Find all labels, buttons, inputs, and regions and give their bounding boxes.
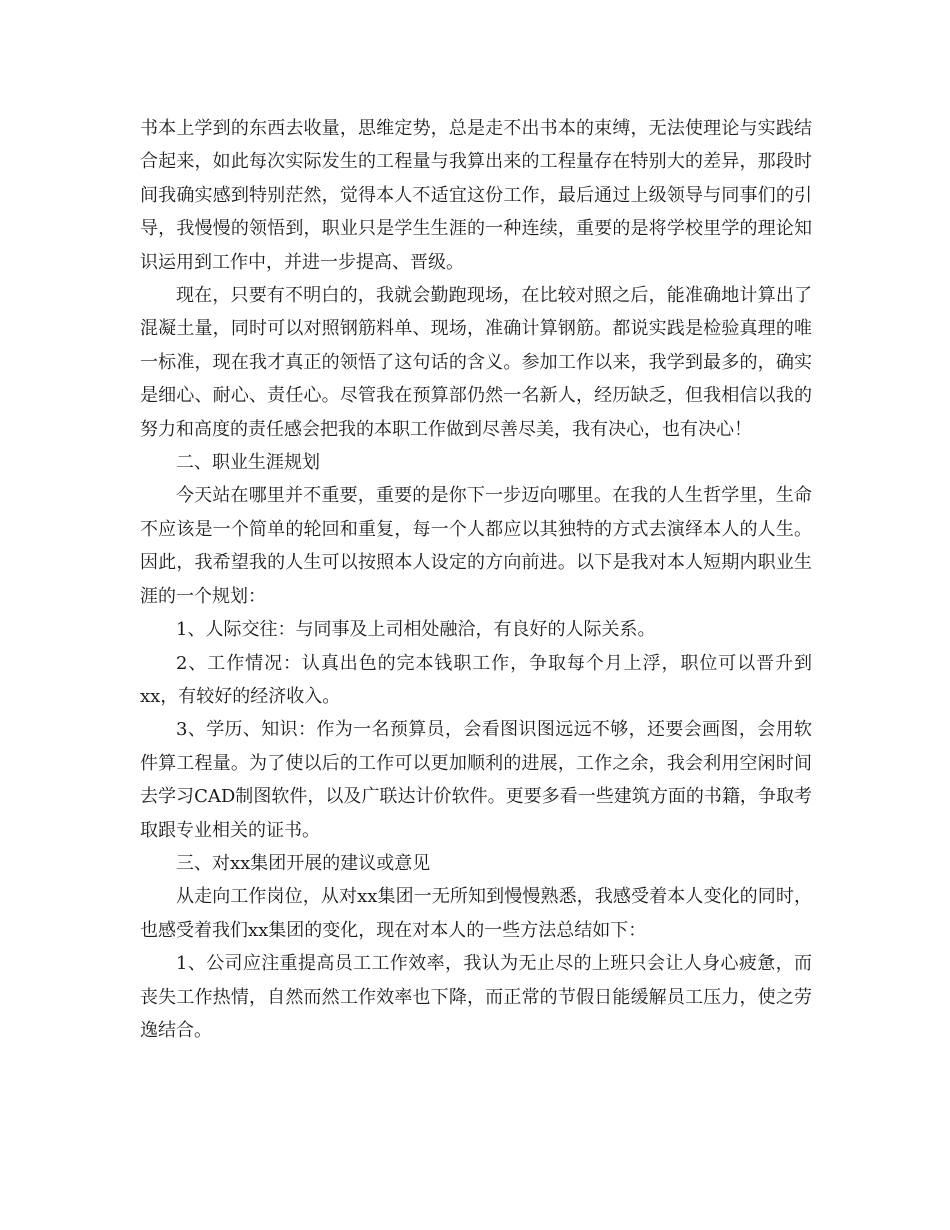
paragraph-4: 从走向工作岗位，从对xx集团一无所知到慢慢熟悉，我感受着本人变化的同时，也感受着我们xx集团的变化，现在对本人的一些方法总结如下：	[140, 886, 812, 941]
paragraph-1: 书本上学到的东西去收量，思维定势，总是走不出书本的束缚，无法使理论与实践结合起来，如此每次实际发生的工程量与我算出来的工程量存在特别大的差异，那段时间我确实感到特别茫然，觉得本人不适宜这份工作，最后通过上级领导与同事们的引导，我慢慢的领悟到，职业只是学生生涯的一种连续，重要的是将学校里学的理论知识运用到工作中，并进一步提高、晋级。	[140, 118, 812, 273]
document-page	[140, 112, 812, 1047]
list-item-2: 2、工作情况：认真出色的完本钱职工作，争取每个月上浮，职位可以晋升到xx，有较好的经济收入。	[140, 652, 812, 707]
paragraph-2: 现在，只要有不明白的，我就会勤跑现场，在比较对照之后，能准确地计算出了混凝土量，同时可以对照钢筋料单、现场，准确计算钢筋。都说实践是检验真理的唯一标准，现在我才真正的领悟了这句话的含义。参加工作以来，我学到最多的，确实是细心、耐心、责任心。尽管我在预算部仍然一名新人，经历缺乏，但我相信以我的努力和高度的责任感会把我的本职工作做到尽善尽美，我有决心，也有决心！	[140, 285, 812, 440]
section-heading-career-plan: 二、职业生涯规划	[176, 452, 320, 474]
paragraph-3: 今天站在哪里并不重要，重要的是你下一步迈向哪里。在我的人生哲学里，生命不应该是一个简单的轮回和重复，每一个人都应以其独特的方式去演绎本人的人生。因此，我希望我的人生可以按照本人设定的方向前进。以下是我对本人短期内职业生涯的一个规划：	[140, 485, 812, 607]
list-item-1: 1、人际交往：与同事及上司相处融洽，有良好的人际关系。	[176, 619, 656, 641]
suggestion-item-1: 1、公司应注重提高员工工作效率，我认为无止尽的上班只会让人身心疲惫，而丧失工作热情，自然而然工作效率也下降，而正常的节假日能缓解员工压力，使之劳逸结合。	[140, 953, 812, 1041]
list-item-3: 3、学历、知识：作为一名预算员，会看图识图远远不够，还要会画图，会用软件算工程量。为了使以后的工作可以更加顺利的进展，工作之余，我会利用空闲时间去学习CAD制图软件，以及广联达计价软件。更要多看一些建筑方面的书籍，争取考取跟专业相关的证书。	[140, 719, 812, 841]
section-heading-suggestions: 三、对xx集团开展的建议或意见	[176, 852, 431, 874]
